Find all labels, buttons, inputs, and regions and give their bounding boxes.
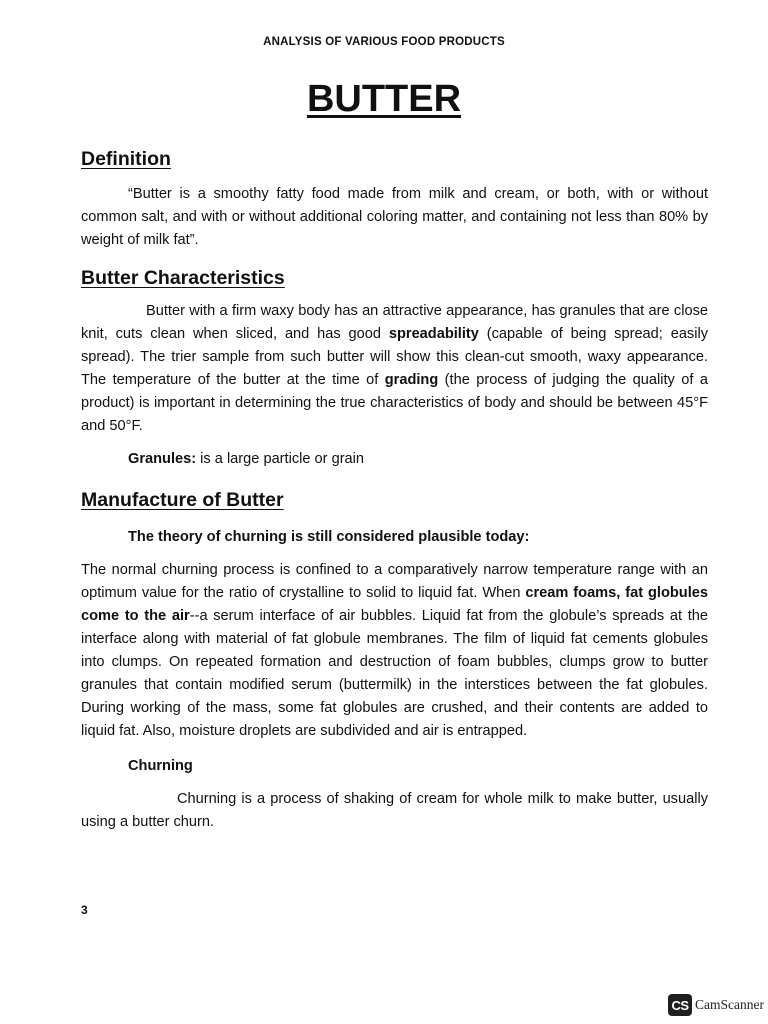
definition-text: “Butter is a smoothy fatty food made from milk and cream, or both, with or without common salt, and with or without additional coloring matter, and containing not less than 80% by weight of milk fat”. <box>81 186 708 248</box>
running-header: ANALYSIS OF VARIOUS FOOD PRODUCTS <box>263 36 505 48</box>
manufacture-heading: Manufacture of Butter <box>81 489 284 511</box>
manufacture-text-1: The normal churning process is confined to a comparatively narrow temperature range with an optimum value for the ratio of crystalline to solid to liquid fat. When <box>81 562 708 601</box>
term-grading: grading <box>384 372 439 388</box>
characteristics-text-3: (the process of judging the quality of a product) is important in determining the true characteristics of body and should be between 45°F and 50°F. <box>81 372 708 434</box>
characteristics-paragraph <box>81 300 708 438</box>
granules-label: Granules: <box>128 451 197 467</box>
manufacture-text-2: --a serum interface of air bubbles. Liquid fat from the globule’s spreads at the interface along with material of fat globule membranes. The film of liquid fat cements globules into clumps. On repeated formation and destruction of foam bubbles, clumps grow to butter granules that contain modified serum (buttermilk) in the interstices between the fat globules. During working of the mass, some fat globules are crushed, and their contents are added to liquid fat. Also, moisture droplets are subdivided and air is entrapped. <box>81 608 708 739</box>
definition-section <box>81 148 708 252</box>
manufacture-paragraph <box>81 559 708 743</box>
camscanner-watermark <box>668 994 764 1016</box>
term-spreadability: spreadability <box>388 326 479 342</box>
definition-heading: Definition <box>81 148 171 170</box>
granules-definition <box>81 448 708 471</box>
characteristics-heading: Butter Characteristics <box>81 267 285 289</box>
granules-text: is a large particle or grain <box>196 451 365 467</box>
camscanner-logo-icon: CS <box>668 994 692 1016</box>
term-cream-foams: cream foams, fat globules come to the air <box>81 585 709 624</box>
churning-text: Churning is a process of shaking of cream for whole milk to make butter, usually using a butter churn. <box>81 791 708 830</box>
churning-heading: Churning <box>128 758 193 774</box>
page-number: 3 <box>81 903 88 917</box>
manufacture-section <box>81 489 708 834</box>
camscanner-text: CamScanner <box>695 997 764 1012</box>
characteristics-text-2: (capable of being spread; easily spread). The trier sample from such butter will show this clean-cut smooth, waxy appearance. The temperature of the butter at the time of <box>81 326 709 388</box>
page-title: BUTTER <box>306 78 462 120</box>
churning-theory: The theory of churning is still considered plausible today: <box>128 529 530 545</box>
characteristics-text-1: Butter with a firm waxy body has an attractive appearance, has granules that are close knit, cuts clean when sliced, and has good <box>81 303 708 342</box>
characteristics-section <box>81 267 708 471</box>
